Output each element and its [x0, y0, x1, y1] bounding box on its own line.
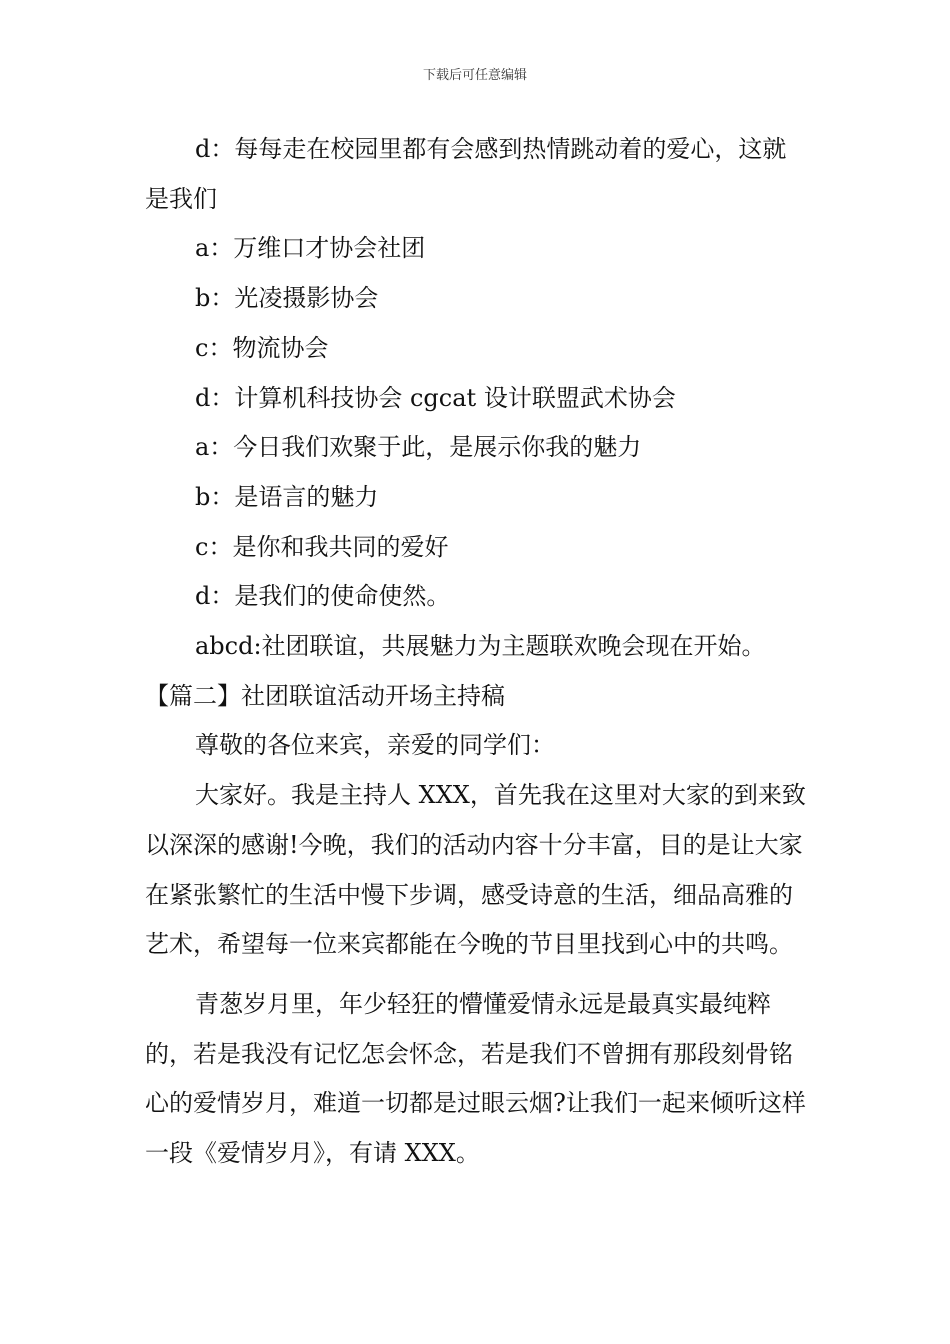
- paragraph-a-charm: a：今日我们欢聚于此，是展示你我的魅力: [195, 433, 642, 462]
- document-body: [145, 125, 807, 1179]
- paragraph-c-hobby: c：是你和我共同的爱好: [195, 532, 449, 561]
- paragraph-d-intro: d：每每走在校园里都有会感到热情跳动着的爱心，这就是我们: [145, 135, 787, 213]
- paragraph-a-club: a：万维口才协会社团: [195, 234, 426, 263]
- paragraph-abcd-start: abcd:社团联谊，共展魅力为主题联欢晚会现在开始。: [195, 632, 766, 661]
- paragraph-c-club: c：物流协会: [195, 333, 329, 362]
- paragraph-host-intro: 大家好。我是主持人 XXX，首先我在这里对大家的到来致以深深的感谢!今晚，我们的活动内容十分丰富，目的是让大家在紧张繁忙的生活中慢下步调，感受诗意的生活，细品高雅的艺术，希望每一位来宾都能在今晚的节目里找到心中的共鸣。: [145, 781, 806, 959]
- paragraph-d-clubs: d：计算机科技协会 cgcat 设计联盟武术协会: [195, 383, 676, 412]
- paragraph-b-club: b：光凌摄影协会: [195, 284, 379, 313]
- header-note: 下载后可任意编辑: [422, 68, 527, 83]
- paragraph-love-years: 青葱岁月里，年少轻狂的懵懂爱情永远是最真实最纯粹的，若是我没有记忆怎会怀念，若是我们不曾拥有那段刻骨铭心的爱情岁月，难道一切都是过眼云烟?让我们一起来倾听这样一段《爱情岁月》，有请 XXX。: [145, 989, 806, 1168]
- paragraph-d-mission: d：是我们的使命使然。: [195, 582, 451, 611]
- paragraph-greeting: 尊敬的各位来宾，亲爱的同学们：: [195, 731, 555, 760]
- section-heading: 【篇二】社团联谊活动开场主持稿: [145, 681, 505, 710]
- paragraph-b-language: b：是语言的魅力: [195, 482, 379, 511]
